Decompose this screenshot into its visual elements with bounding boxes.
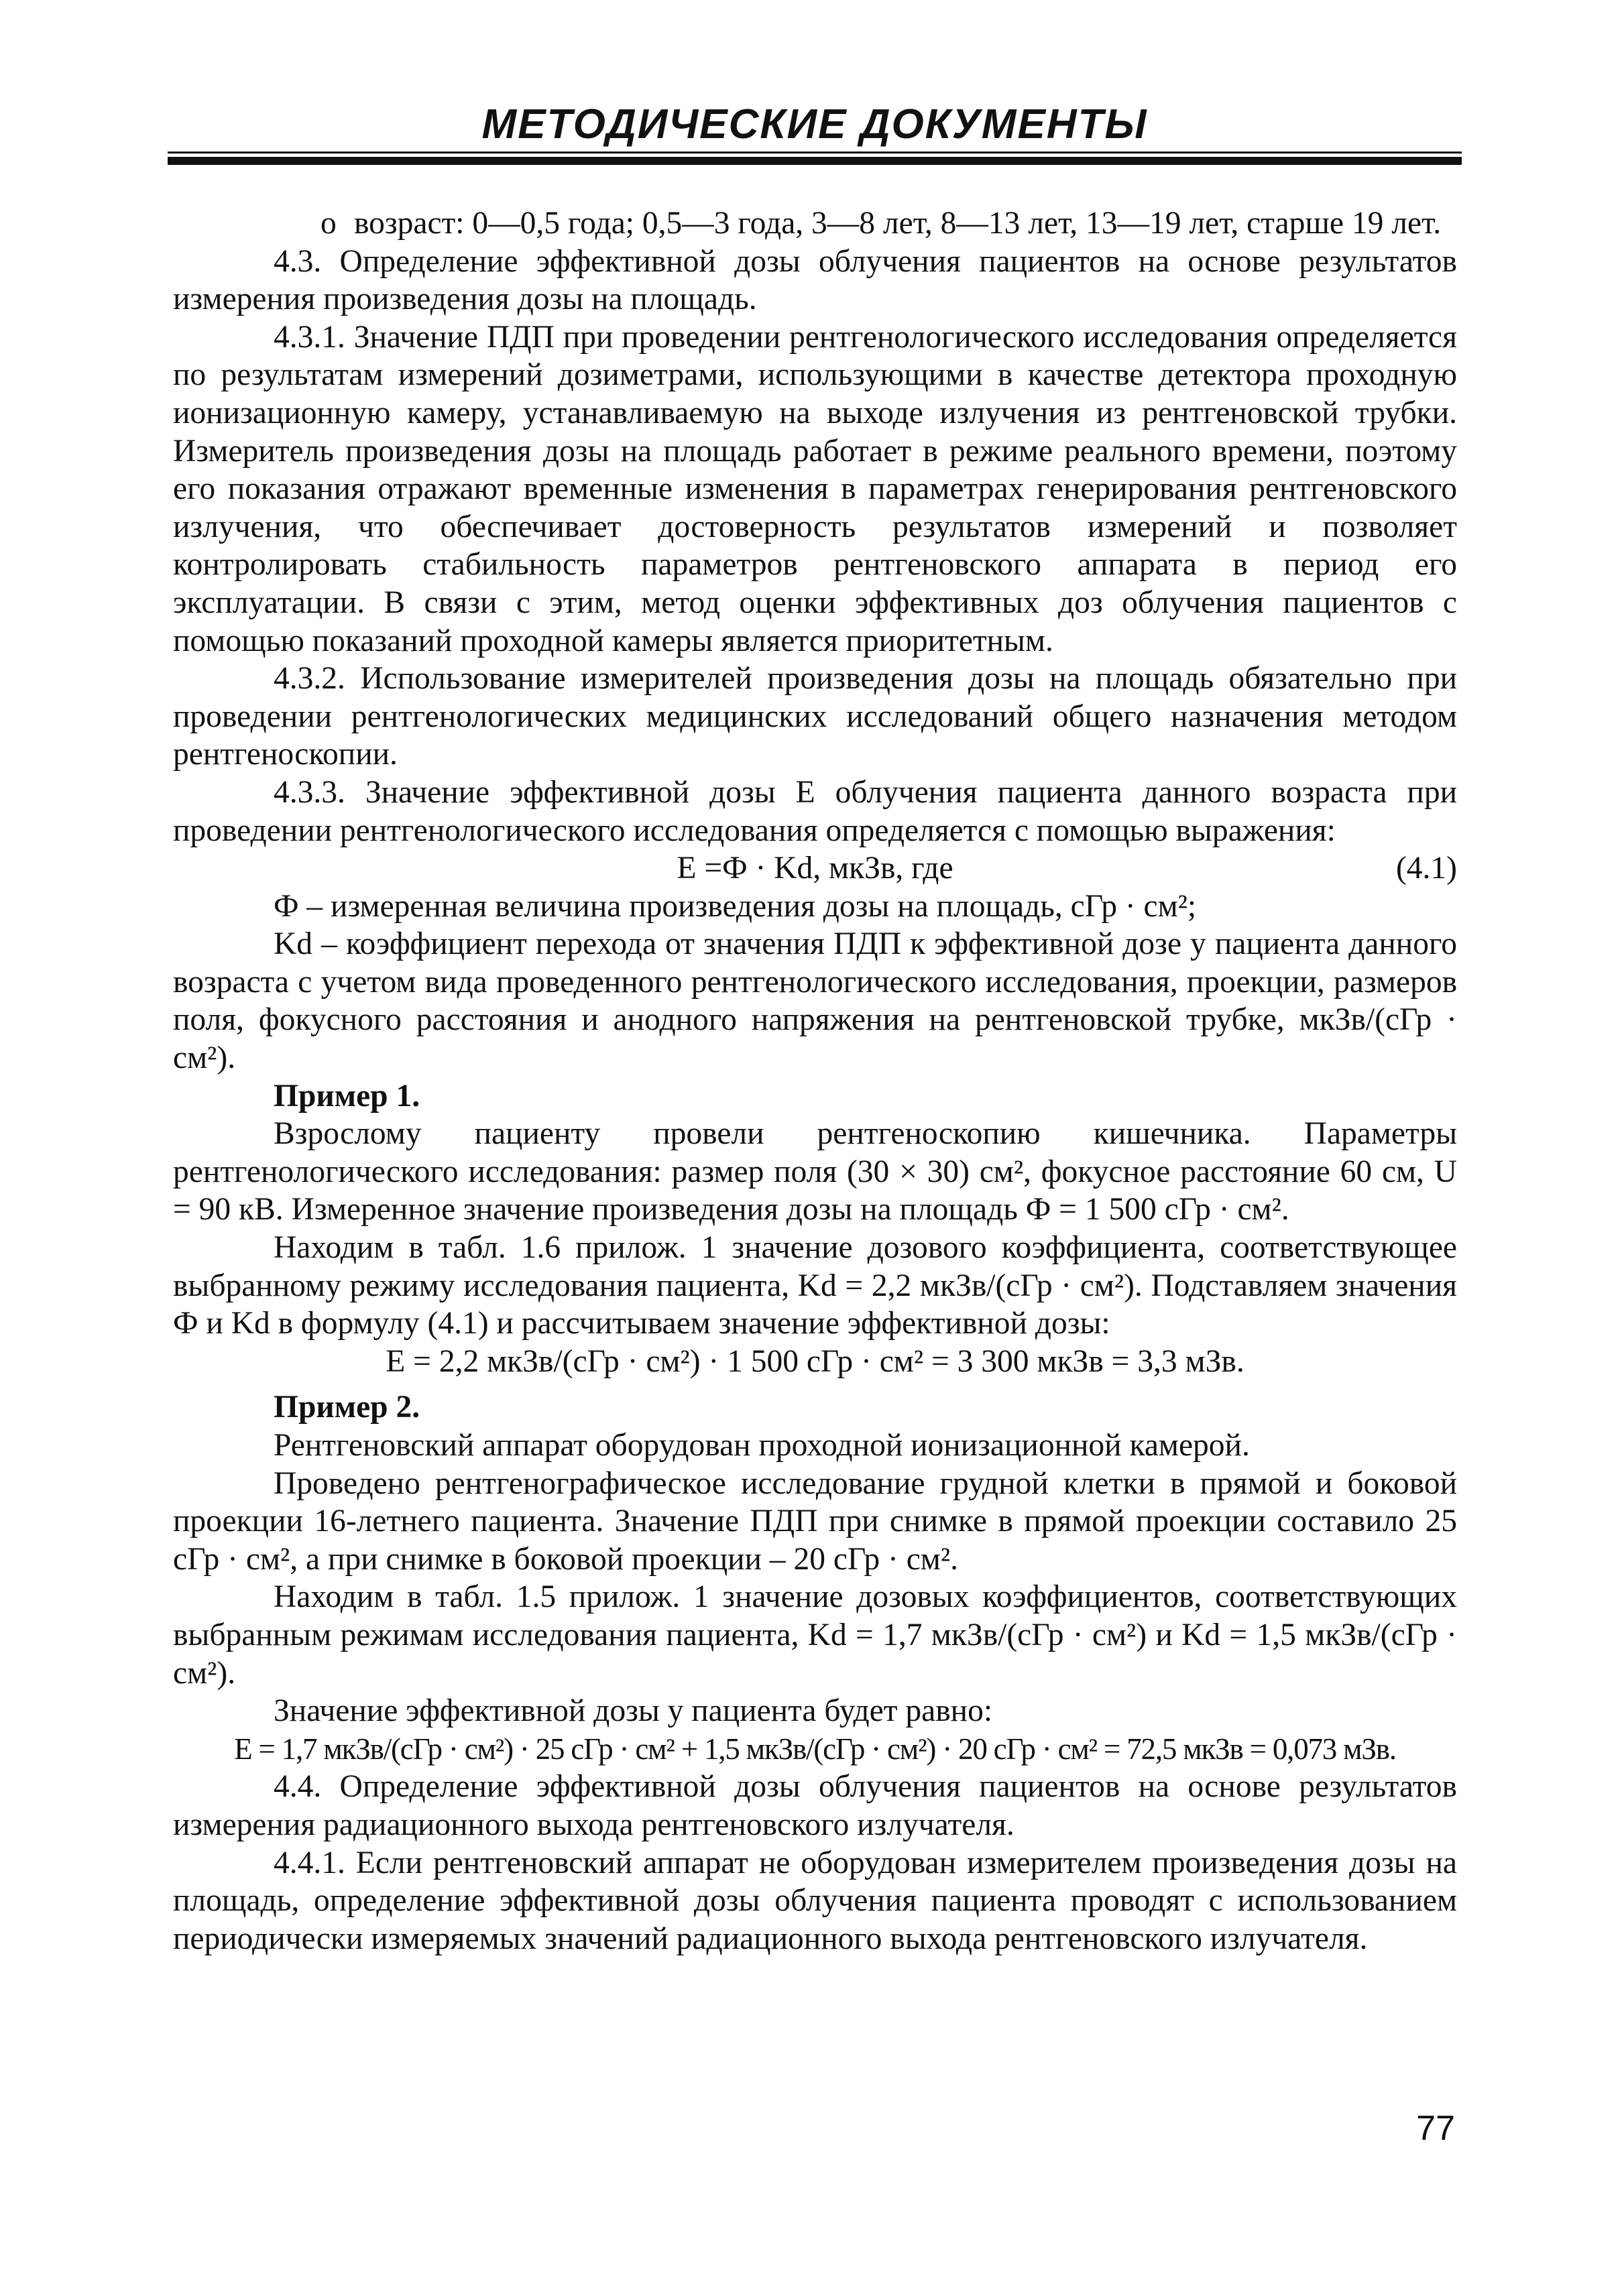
bullet-marker: o — [321, 206, 337, 241]
example-2-paragraph-2: Проведено рентгенографическое исследование грудной клетки в прямой и боковой проекции 16-летнего пациента. Значение ПДП при снимке в прямой проекции составило 25 сГр · см², а при снимке в боковой проекции – 20 сГр · см². — [173, 1465, 1457, 1577]
example-1-title: Пример 1. — [274, 1078, 420, 1113]
formula-4-1-number: (4.1) — [1395, 851, 1457, 886]
document-body — [173, 204, 1457, 1957]
page-header — [168, 101, 1462, 149]
page-number: 77 — [1416, 2109, 1455, 2148]
formula-4-1-text: E =Ф · Kd, мкЗв, где — [677, 851, 953, 886]
section-4-3-1: 4.3.1. Значение ПДП при проведении рентгенологического исследования определяется по результатам измерений дозиметрами, использующими в качестве детектора проходную ионизационную камеру, устанавливаемую на выходе излучения из рентгеновской трубки. Измеритель произведения дозы на площадь работает в режиме реального времени, поэтому его показания отражают временные изменения в параметрах генерирования рентгеновского излучения, что обеспечивает достоверность результатов измерений и позволяет контролировать стабильность параметров рентгеновского аппарата в период его эксплуатации. В связи с этим, метод оценки эффективных доз облучения пациентов с помощью показаний проходной камеры является приоритетным. — [173, 319, 1457, 658]
section-4-3-3: 4.3.3. Значение эффективной дозы E облучения пациента данного возраста при проведении рентгенологического исследования определяется с помощью выражения: — [173, 774, 1457, 848]
header-rule-thin — [168, 152, 1462, 154]
page-header-title: МЕТОДИЧЕСКИЕ ДОКУМЕНТЫ — [481, 101, 1148, 147]
example-1-formula: E = 2,2 мкЗв/(сГр · см²) · 1 500 сГр · см² = 3 300 мкЗв = 3,3 мЗв. — [386, 1343, 1244, 1379]
definition-kd: Kd – коэффициент перехода от значения ПДП к эффективной дозе у пациента данного возраста с учетом вида проведенного рентгенологического исследования, проекции, размеров поля, фокусного расстояния и анодного напряжения на рентгеновской трубке, мкЗв/(сГр · см²). — [173, 926, 1457, 1076]
age-bullet-item — [173, 204, 1457, 243]
example-2-title: Пример 2. — [274, 1390, 420, 1425]
definition-phi: Ф – измеренная величина произведения дозы на площадь, сГр · см²; — [274, 888, 1197, 924]
example-1-paragraph-1: Взрослому пациенту провели рентгеноскопию кишечника. Параметры рентгенологического исследования: размер поля (30 × 30) см², фокусное расстояние 60 см, U = 90 кВ. Измеренное значение произведения дозы на площадь Ф = 1 500 сГр · см². — [173, 1116, 1457, 1227]
example-2-paragraph-3: Находим в табл. 1.5 прилож. 1 значение дозовых коэффициентов, соответствующих выбранным режимам исследования пациента, Kd = 1,7 мкЗв/(сГр · см²) и Kd = 1,5 мкЗв/(сГр · см²). — [173, 1579, 1457, 1691]
example-2-formula: E = 1,7 мкЗв/(сГр · см²) · 25 сГр · см² + 1,5 мкЗв/(сГр · см²) · 20 сГр · см² = 72,5 мкЗв = 0,073 мЗв. — [234, 1732, 1396, 1766]
example-2-paragraph-4: Значение эффективной дозы у пациента будет равно: — [274, 1693, 993, 1729]
header-rule-thick — [168, 157, 1462, 165]
example-2-paragraph-1: Рентгеновский аппарат оборудован проходной ионизационной камерой. — [274, 1428, 1250, 1463]
section-4-3: 4.3. Определение эффективной дозы облучения пациентов на основе результатов измерения произведения дозы на площадь. — [173, 243, 1457, 317]
formula-4-1 — [173, 849, 1457, 888]
bullet-text: возраст: 0—0,5 года; 0,5—3 года, 3—8 лет, 8—13 лет, 13—19 лет, старше 19 лет. — [354, 206, 1442, 241]
section-4-4-1: 4.4.1. Если рентгеновский аппарат не оборудован измерителем произведения дозы на площадь, определение эффективной дозы облучения пациента проводят с использованием периодически измеряемых значений радиационного выхода рентгеновского излучателя. — [173, 1845, 1457, 1956]
section-4-3-2: 4.3.2. Использование измерителей произведения дозы на площадь обязательно при проведении рентгенологических медицинских исследований общего назначения методом рентгеноскопии. — [173, 661, 1457, 772]
section-4-4: 4.4. Определение эффективной дозы облучения пациентов на основе результатов измерения радиационного выхода рентгеновского излучателя. — [173, 1769, 1457, 1842]
example-1-paragraph-2: Находим в табл. 1.6 прилож. 1 значение дозового коэффициента, соответствующее выбранному режиму исследования пациента, Kd = 2,2 мкЗв/(сГр · см²). Подставляем значения Ф и Kd в формулу (4.1) и рассчитываем значение эффективной дозы: — [173, 1230, 1457, 1341]
